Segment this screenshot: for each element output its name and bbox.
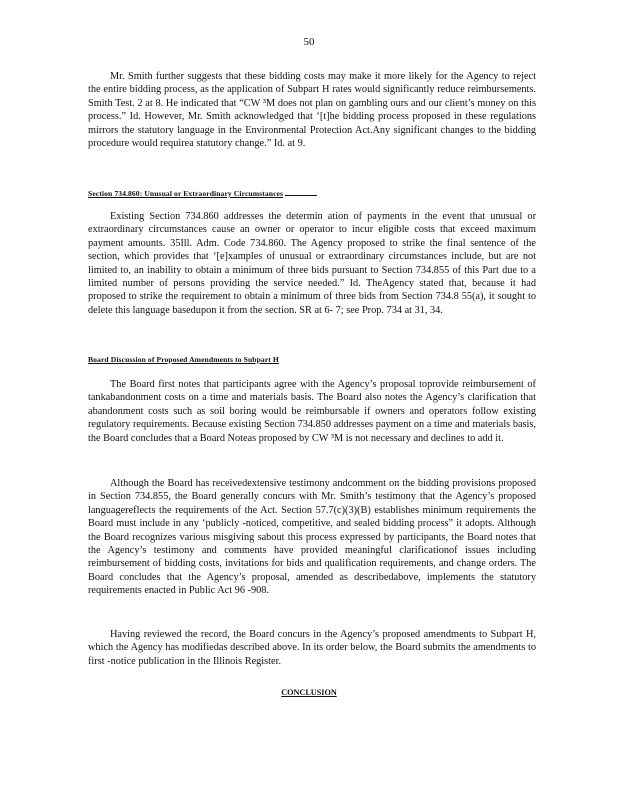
paragraph-smith-bidding-costs: Mr. Smith further suggests that these bidding costs may make it more likely for the Agency to reject the entire bidding process, as the application of Subpart H rates would significantly reduce reimbursements. Smith Test. 2 at 8. He indicated that “CW ³M does not plan on gambling ours and our client’s money on this process.” Id. However, Mr. Smith acknowledged that ‘[t]he bidding process proposed in these regulations mirrors the statutory language in the Environmental Protection Act.Any significant changes to the bidding procedure would requirea statutory change.” Id. at 9.	[88, 71, 536, 150]
heading-underline-rule	[285, 186, 317, 196]
paragraph-board-first-notes: The Board first notes that participants agree with the Agency’s proposal toprovide reimbursement of tankabandonment costs on a time and materials basis. The Board also notes the Agency’s clarification that abandonment costs such as soil boring would be reimbursable if owners and operators follow existing regulatory requirements. Because existing Section 734.850 addresses payment on a time and materials basis, the Board concludes that a Board Noteas proposed by CW ³M is not necessary and declines to add it.	[88, 379, 536, 444]
paragraph-having-reviewed: Having reviewed the record, the Board concurs in the Agency’s proposed amendments to Subpart H, which the Agency has modifiedas described above. In its order below, the Board submits the amendments to first -notice publication in the Illinois Register.	[88, 629, 536, 667]
conclusion-heading: CONCLUSION	[281, 688, 337, 697]
paragraph-bidding-provisions: Although the Board has receivedextensive testimony andcomment on the bidding provisions proposed in Section 734.855, the Board generally concurs with Mr. Smith’s testimony that the Agency’s proposed languagereflects the requirements of the Act. Section 57.7(c)(3)(B) establishes minimum requirements the Board must include in any ‘publicly -noticed, competitive, and sealed bidding process” it adopts. Although the Board recognizes various misgiving sabout this process expressed by participants, the Board notes that the Agency’s testimony and comments have provided meaningful clarificationof issues including reimbursement of bidding costs, invitations for bids and qualification requirements, and change orders. The Board concludes that the Agency’s proposal, amended as describedabove, implements the statutory requirements enacted in Public Act 96 -908.	[88, 478, 536, 597]
section-heading-board-discussion	[88, 353, 536, 366]
paragraph-section-734-860: Existing Section 734.860 addresses the determin ation of payments in the event that unusual or extraordinary circumstances cause an owner or operator to incur eligible costs that exceed maximum payment amounts. 35Ill. Adm. Code 734.860. The Agency proposed to strike the final sentence of the section, which provides that ‘[e]xamples of unusual or extraordinary circumstances include, but are not limited to, an inability to obtain a minimum of three bids pursuant to Section 734.855 of this Part due to a limited number of persons providing the service needed.” Id. TheAgency stated that, because it had proposed to strike the requirement to obtain a minimum of three bids from Section 734.8 55(a), it sought to delete this language basedupon it from the section. SR at 6- 7; see Prop. 734 at 31, 34.	[88, 211, 536, 316]
section-heading-text: Section 734.860: Unusual or Extraordinary Circumstances	[88, 189, 284, 198]
section-heading-734-860	[88, 186, 536, 200]
section-heading-text: Board Discussion of Proposed Amendments to Subpart H	[88, 355, 279, 364]
page-number: 50	[303, 36, 315, 48]
